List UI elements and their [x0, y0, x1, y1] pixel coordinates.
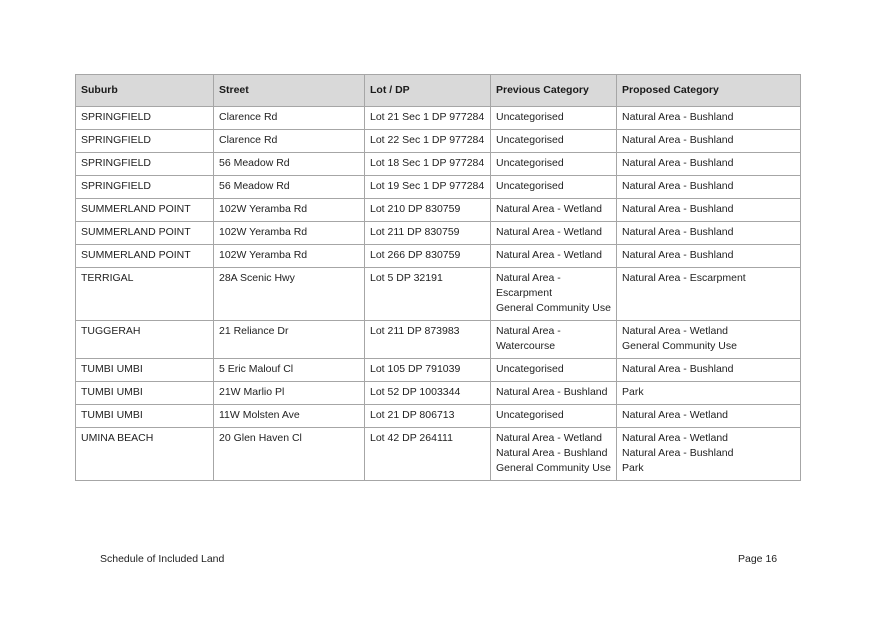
table-row: [76, 222, 801, 245]
cell-lot-dp: Lot 211 DP 873983: [365, 321, 491, 359]
cell-suburb: TERRIGAL: [76, 268, 214, 321]
cell-suburb: SPRINGFIELD: [76, 130, 214, 153]
cell-proposed-category: [617, 405, 801, 428]
table-row: [76, 153, 801, 176]
cell-proposed-category: [617, 359, 801, 382]
cell-previous-category-line: Natural Area -: [496, 325, 561, 337]
cell-previous-category-line: Natural Area - Wetland: [496, 203, 603, 215]
cell-previous-category-line: Natural Area - Wetland: [496, 226, 603, 238]
cell-proposed-category: [617, 107, 801, 130]
schedule-table: [75, 74, 801, 481]
cell-street: 21 Reliance Dr: [214, 321, 365, 359]
cell-proposed-category-line: Natural Area - Bushland: [622, 134, 734, 146]
cell-proposed-category-line: Natural Area - Wetland: [622, 325, 729, 337]
cell-proposed-category-line: Natural Area - Bushland: [622, 249, 734, 261]
cell-street: 56 Meadow Rd: [214, 153, 365, 176]
table-row: [76, 107, 801, 130]
cell-street: 28A Scenic Hwy: [214, 268, 365, 321]
table-row: [76, 245, 801, 268]
cell-previous-category: [491, 321, 617, 359]
cell-previous-category: [491, 382, 617, 405]
cell-proposed-category-line: Park: [622, 386, 644, 398]
table-row: [76, 359, 801, 382]
cell-previous-category-line: Uncategorised: [496, 180, 564, 192]
cell-street: Clarence Rd: [214, 107, 365, 130]
cell-proposed-category: [617, 428, 801, 481]
cell-previous-category: [491, 245, 617, 268]
column-header-proposed-category: Proposed Category: [617, 75, 801, 107]
cell-previous-category-line: Watercourse: [496, 340, 556, 352]
table-row: [76, 130, 801, 153]
cell-proposed-category-line: Park: [622, 462, 644, 474]
cell-previous-category-line: Natural Area - Wetland: [496, 432, 603, 444]
cell-suburb: TUMBI UMBI: [76, 359, 214, 382]
cell-lot-dp: Lot 22 Sec 1 DP 977284: [365, 130, 491, 153]
cell-proposed-category: [617, 153, 801, 176]
cell-previous-category-line: Uncategorised: [496, 134, 564, 146]
cell-proposed-category-line: Natural Area - Bushland: [622, 157, 734, 169]
cell-suburb: SUMMERLAND POINT: [76, 245, 214, 268]
cell-previous-category-line: Escarpment: [496, 287, 553, 299]
cell-proposed-category: [617, 130, 801, 153]
cell-previous-category: [491, 222, 617, 245]
cell-previous-category-line: Natural Area - Bushland: [496, 386, 608, 398]
cell-previous-category-line: General Community Use: [496, 462, 611, 474]
cell-previous-category: [491, 428, 617, 481]
cell-lot-dp: Lot 18 Sec 1 DP 977284: [365, 153, 491, 176]
cell-proposed-category-line: Natural Area - Bushland: [622, 363, 734, 375]
cell-proposed-category-line: Natural Area - Bushland: [622, 180, 734, 192]
table-row: [76, 176, 801, 199]
table-row: [76, 382, 801, 405]
cell-previous-category-line: Uncategorised: [496, 409, 564, 421]
cell-proposed-category: [617, 321, 801, 359]
cell-previous-category: [491, 153, 617, 176]
cell-previous-category-line: Natural Area -: [496, 272, 561, 284]
cell-previous-category: [491, 199, 617, 222]
cell-proposed-category: [617, 245, 801, 268]
cell-proposed-category-line: Natural Area - Wetland: [622, 432, 729, 444]
cell-previous-category: [491, 268, 617, 321]
cell-proposed-category-line: Natural Area - Bushland: [622, 226, 734, 238]
cell-previous-category-line: Uncategorised: [496, 157, 564, 169]
cell-proposed-category-line: Natural Area - Escarpment: [622, 272, 746, 284]
column-header-suburb: Suburb: [76, 75, 214, 107]
cell-lot-dp: Lot 42 DP 264111: [365, 428, 491, 481]
cell-street: 56 Meadow Rd: [214, 176, 365, 199]
table-row: [76, 199, 801, 222]
cell-proposed-category-line: Natural Area - Bushland: [622, 447, 734, 459]
cell-previous-category: [491, 405, 617, 428]
cell-previous-category: [491, 107, 617, 130]
cell-lot-dp: Lot 105 DP 791039: [365, 359, 491, 382]
table-row: [76, 268, 801, 321]
cell-lot-dp: Lot 211 DP 830759: [365, 222, 491, 245]
cell-previous-category-line: Uncategorised: [496, 363, 564, 375]
cell-proposed-category-line: Natural Area - Bushland: [622, 203, 734, 215]
cell-street: 102W Yeramba Rd: [214, 245, 365, 268]
cell-street: 102W Yeramba Rd: [214, 222, 365, 245]
cell-proposed-category-line: General Community Use: [622, 340, 737, 352]
cell-lot-dp: Lot 266 DP 830759: [365, 245, 491, 268]
cell-lot-dp: Lot 19 Sec 1 DP 977284: [365, 176, 491, 199]
column-header-previous-category: Previous Category: [491, 75, 617, 107]
table-row: [76, 405, 801, 428]
cell-proposed-category: [617, 199, 801, 222]
cell-previous-category-line: General Community Use: [496, 302, 611, 314]
cell-proposed-category: [617, 176, 801, 199]
cell-suburb: UMINA BEACH: [76, 428, 214, 481]
cell-street: 102W Yeramba Rd: [214, 199, 365, 222]
cell-suburb: SUMMERLAND POINT: [76, 222, 214, 245]
cell-suburb: SPRINGFIELD: [76, 176, 214, 199]
cell-proposed-category: [617, 382, 801, 405]
cell-suburb: TUMBI UMBI: [76, 382, 214, 405]
cell-proposed-category: [617, 268, 801, 321]
cell-suburb: SPRINGFIELD: [76, 153, 214, 176]
table-body: [76, 107, 801, 481]
cell-lot-dp: Lot 5 DP 32191: [365, 268, 491, 321]
table-row: [76, 428, 801, 481]
table-header-row: [76, 75, 801, 107]
cell-previous-category: [491, 359, 617, 382]
cell-lot-dp: Lot 52 DP 1003344: [365, 382, 491, 405]
cell-proposed-category-line: Natural Area - Bushland: [622, 111, 734, 123]
column-header-street: Street: [214, 75, 365, 107]
cell-lot-dp: Lot 210 DP 830759: [365, 199, 491, 222]
footer-page-number: Page 16: [738, 553, 778, 565]
cell-street: 21W Marlio Pl: [214, 382, 365, 405]
cell-previous-category: [491, 130, 617, 153]
cell-street: 5 Eric Malouf Cl: [214, 359, 365, 382]
footer-document-title: Schedule of Included Land: [100, 553, 225, 565]
cell-previous-category-line: Natural Area - Wetland: [496, 249, 603, 261]
cell-street: 20 Glen Haven Cl: [214, 428, 365, 481]
cell-proposed-category-line: Natural Area - Wetland: [622, 409, 729, 421]
cell-suburb: SUMMERLAND POINT: [76, 199, 214, 222]
cell-lot-dp: Lot 21 DP 806713: [365, 405, 491, 428]
cell-street: 11W Molsten Ave: [214, 405, 365, 428]
cell-previous-category-line: Natural Area - Bushland: [496, 447, 608, 459]
table-row: [76, 321, 801, 359]
cell-suburb: TUGGERAH: [76, 321, 214, 359]
cell-lot-dp: Lot 21 Sec 1 DP 977284: [365, 107, 491, 130]
cell-previous-category: [491, 176, 617, 199]
cell-suburb: SPRINGFIELD: [76, 107, 214, 130]
cell-suburb: TUMBI UMBI: [76, 405, 214, 428]
cell-street: Clarence Rd: [214, 130, 365, 153]
column-header-lot-dp: Lot / DP: [365, 75, 491, 107]
cell-proposed-category: [617, 222, 801, 245]
cell-previous-category-line: Uncategorised: [496, 111, 564, 123]
